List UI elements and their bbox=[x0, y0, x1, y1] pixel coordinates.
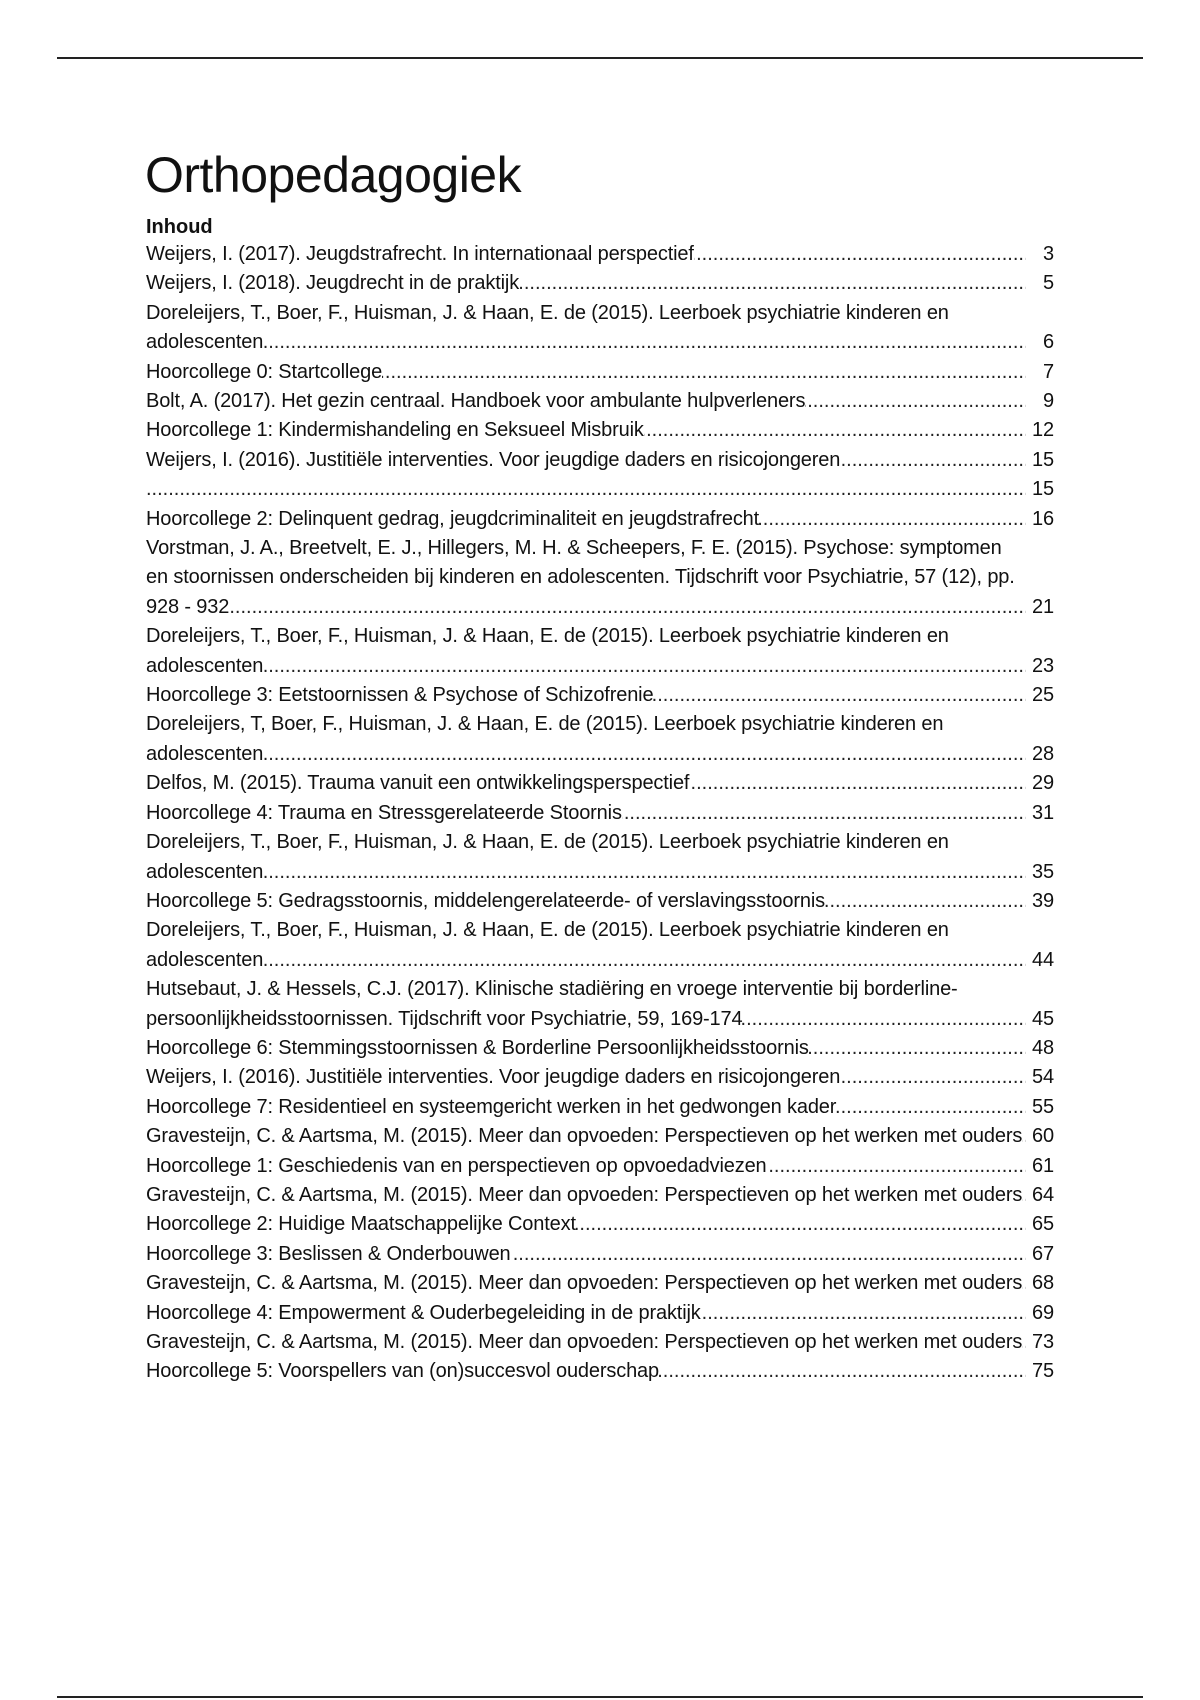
toc-entry[interactable] bbox=[146, 387, 1054, 416]
toc-entry-title: Weijers, I. (2016). Justitiële interventies. Voor jeugdige daders en risicojongeren bbox=[146, 1066, 841, 1089]
toc-entry-title: Hoorcollege 1: Kindermishandeling en Seksueel Misbruik bbox=[146, 419, 644, 442]
toc-entry[interactable] bbox=[146, 799, 1054, 828]
toc-entry[interactable] bbox=[146, 1152, 1054, 1181]
toc-entry[interactable] bbox=[146, 975, 1054, 1034]
toc-page-number: 5 bbox=[1026, 269, 1054, 298]
toc-entry-title: Hoorcollege 5: Gedragsstoornis, middelengerelateerde- of verslavingsstoornis bbox=[146, 889, 825, 912]
toc-page-number: 35 bbox=[1026, 858, 1054, 887]
toc-entry[interactable] bbox=[146, 446, 1054, 475]
toc-page-number: 28 bbox=[1026, 740, 1054, 769]
toc-entry[interactable] bbox=[146, 887, 1054, 916]
toc-page-number: 45 bbox=[1026, 1005, 1054, 1034]
toc-entry[interactable] bbox=[146, 1181, 1054, 1210]
toc-entry-title: Doreleijers, T., Boer, F., Huisman, J. & Haan, E. de (2015). Leerboek psychiatrie kinderen en adolescenten bbox=[146, 831, 949, 883]
toc-entry[interactable] bbox=[146, 710, 1054, 769]
toc-page-number: 16 bbox=[1026, 505, 1054, 534]
toc-page-number: 69 bbox=[1026, 1299, 1054, 1328]
toc-entry-title: Doreleijers, T., Boer, F., Huisman, J. & Haan, E. de (2015). Leerboek psychiatrie kinderen en adolescenten bbox=[146, 919, 949, 971]
toc-entry[interactable] bbox=[146, 475, 1054, 504]
toc-entry[interactable] bbox=[146, 1034, 1054, 1063]
toc-page-number: 6 bbox=[1026, 328, 1054, 357]
toc-page-number: 15 bbox=[1026, 446, 1054, 475]
toc-entry-title: Doreleijers, T., Boer, F., Huisman, J. & Haan, E. de (2015). Leerboek psychiatrie kinderen en adolescenten bbox=[146, 625, 949, 677]
toc-entry-title: Weijers, I. (2018). Jeugdrecht in de praktijk bbox=[146, 272, 520, 295]
toc-entry[interactable] bbox=[146, 534, 1054, 622]
toc-entry-title: Weijers, I. (2017). Jeugdstrafrecht. In internationaal perspectief bbox=[146, 243, 694, 265]
toc-entry[interactable] bbox=[146, 1240, 1054, 1269]
toc-page-number: 12 bbox=[1026, 416, 1054, 445]
toc-page-number: 54 bbox=[1026, 1063, 1054, 1092]
dot-leader bbox=[146, 652, 1026, 681]
toc-entry[interactable] bbox=[146, 299, 1054, 358]
toc-page-number: 39 bbox=[1026, 887, 1054, 916]
toc-entry[interactable] bbox=[146, 1299, 1054, 1328]
toc-entry-title: Delfos, M. (2015). Trauma vanuit een ontwikkelingsperspectief bbox=[146, 772, 690, 795]
toc-entry-title: Bolt, A. (2017). Het gezin centraal. Handboek voor ambulante hulpverleners bbox=[146, 390, 806, 413]
toc-entry[interactable] bbox=[146, 358, 1054, 387]
toc-entry-title: Gravesteijn, C. & Aartsma, M. (2015). Meer dan opvoeden: Perspectieven op het werken met ouders bbox=[146, 1272, 1023, 1295]
toc-entry-title: Weijers, I. (2016). Justitiële interventies. Voor jeugdige daders en risicojongeren bbox=[146, 448, 841, 471]
toc-page-number: 29 bbox=[1026, 769, 1054, 798]
toc-page-number: 60 bbox=[1026, 1122, 1054, 1151]
toc-entry[interactable] bbox=[146, 505, 1054, 534]
toc-page-number: 55 bbox=[1026, 1093, 1054, 1122]
toc-page-number: 48 bbox=[1026, 1034, 1054, 1063]
toc-page-number: 23 bbox=[1026, 652, 1054, 681]
document-title: Orthopedagogiek bbox=[145, 147, 522, 203]
toc-entry[interactable] bbox=[146, 1357, 1054, 1386]
toc-page-number: 15 bbox=[1026, 475, 1054, 504]
dot-leader bbox=[146, 946, 1026, 975]
toc-entry[interactable] bbox=[146, 681, 1054, 710]
toc-page-number: 67 bbox=[1026, 1240, 1054, 1269]
toc-entry[interactable] bbox=[146, 269, 1054, 298]
toc-page-number: 31 bbox=[1026, 799, 1054, 828]
toc-entry-title: Hoorcollege 2: Delinquent gedrag, jeugdcriminaliteit en jeugdstrafrecht bbox=[146, 507, 760, 530]
toc-page-number: 44 bbox=[1026, 946, 1054, 975]
footer-rule bbox=[57, 1696, 1143, 1698]
toc-entry-title: Hoorcollege 4: Empowerment & Ouderbegeleiding in de praktijk bbox=[146, 1301, 701, 1324]
dot-leader bbox=[146, 475, 1026, 504]
toc-entry-title: Vorstman, J. A., Breetvelt, E. J., Hillegers, M. H. & Scheepers, F. E. (2015). Psychose: symptomen en stoornissen onderscheiden bij kinderen en adolescenten. Tijdschrift voor Psychiatrie, 57 (12), pp. 928 - 932 bbox=[146, 537, 1015, 618]
toc-entry-title: Hoorcollege 7: Residentieel en systeemgericht werken in het gedwongen kader bbox=[146, 1095, 837, 1118]
toc-page-number: 7 bbox=[1026, 358, 1054, 387]
toc-entry[interactable] bbox=[146, 1269, 1054, 1298]
toc-page-number: 9 bbox=[1026, 387, 1054, 416]
toc-entry-title: Hutsebaut, J. & Hessels, C.J. (2017). Klinische stadiëring en vroege interventie bij borderline- persoonlijkheidsstoornissen. Tijdschrift voor Psychiatrie, 59, 169-174 bbox=[146, 978, 958, 1030]
toc-entry-title: Gravesteijn, C. & Aartsma, M. (2015). Meer dan opvoeden: Perspectieven op het werken met ouders bbox=[146, 1183, 1023, 1206]
toc-entry-title: Hoorcollege 5: Voorspellers van (on)succesvol ouderschap bbox=[146, 1360, 659, 1383]
document-page bbox=[146, 140, 1054, 1387]
toc-entry[interactable] bbox=[146, 1122, 1054, 1151]
toc-page-number: 65 bbox=[1026, 1210, 1054, 1239]
toc-entry[interactable] bbox=[146, 1328, 1054, 1357]
toc-entry-title: Doreleijers, T, Boer, F., Huisman, J. & Haan, E. de (2015). Leerboek psychiatrie kinderen en adolescenten bbox=[146, 713, 944, 765]
toc-entry[interactable] bbox=[146, 769, 1054, 798]
toc-entry[interactable] bbox=[146, 916, 1054, 975]
toc-entry[interactable] bbox=[146, 622, 1054, 681]
toc-page-number: 75 bbox=[1026, 1357, 1054, 1386]
toc-entry-title: Gravesteijn, C. & Aartsma, M. (2015). Meer dan opvoeden: Perspectieven op het werken met ouders bbox=[146, 1125, 1023, 1148]
toc-entry-title: Hoorcollege 3: Beslissen & Onderbouwen bbox=[146, 1242, 511, 1265]
dot-leader bbox=[146, 740, 1026, 769]
toc-entry[interactable] bbox=[146, 416, 1054, 445]
toc-entry[interactable] bbox=[146, 1063, 1054, 1092]
toc-heading: Inhoud bbox=[146, 216, 213, 238]
toc-entry-title: Doreleijers, T., Boer, F., Huisman, J. & Haan, E. de (2015). Leerboek psychiatrie kinderen en adolescenten bbox=[146, 301, 949, 354]
toc-page-number: 25 bbox=[1026, 681, 1054, 710]
toc-entry[interactable] bbox=[146, 1210, 1054, 1239]
dot-leader bbox=[146, 328, 1026, 357]
toc-entry-title: Hoorcollege 4: Trauma en Stressgerelateerde Stoornis bbox=[146, 801, 622, 824]
toc-entry-title: Gravesteijn, C. & Aartsma, M. (2015). Meer dan opvoeden: Perspectieven op het werken met ouders bbox=[146, 1331, 1023, 1354]
toc-entry[interactable] bbox=[146, 240, 1054, 269]
table-of-contents bbox=[146, 240, 1054, 1387]
toc-entry-title: Hoorcollege 1: Geschiedenis van en perspectieven op opvoedadviezen bbox=[146, 1154, 767, 1177]
dot-leader bbox=[146, 593, 1026, 622]
toc-entry-title: Hoorcollege 3: Eetstoornissen & Psychose of Schizofrenie bbox=[146, 684, 654, 707]
toc-page-number: 21 bbox=[1026, 593, 1054, 622]
toc-entry-title: Hoorcollege 2: Huidige Maatschappelijke Context bbox=[146, 1213, 576, 1236]
toc-entry-title: Hoorcollege 0: Startcollege bbox=[146, 360, 383, 383]
toc-page-number: 3 bbox=[1026, 240, 1054, 269]
toc-page-number: 61 bbox=[1026, 1152, 1054, 1181]
toc-entry-title: Hoorcollege 6: Stemmingsstoornissen & Borderline Persoonlijkheidsstoornis bbox=[146, 1036, 809, 1059]
toc-entry[interactable] bbox=[146, 1093, 1054, 1122]
toc-entry[interactable] bbox=[146, 828, 1054, 887]
toc-page-number: 73 bbox=[1026, 1328, 1054, 1357]
header-rule bbox=[57, 57, 1143, 59]
toc-page-number: 68 bbox=[1026, 1269, 1054, 1298]
toc-page-number: 64 bbox=[1026, 1181, 1054, 1210]
dot-leader bbox=[146, 858, 1026, 887]
